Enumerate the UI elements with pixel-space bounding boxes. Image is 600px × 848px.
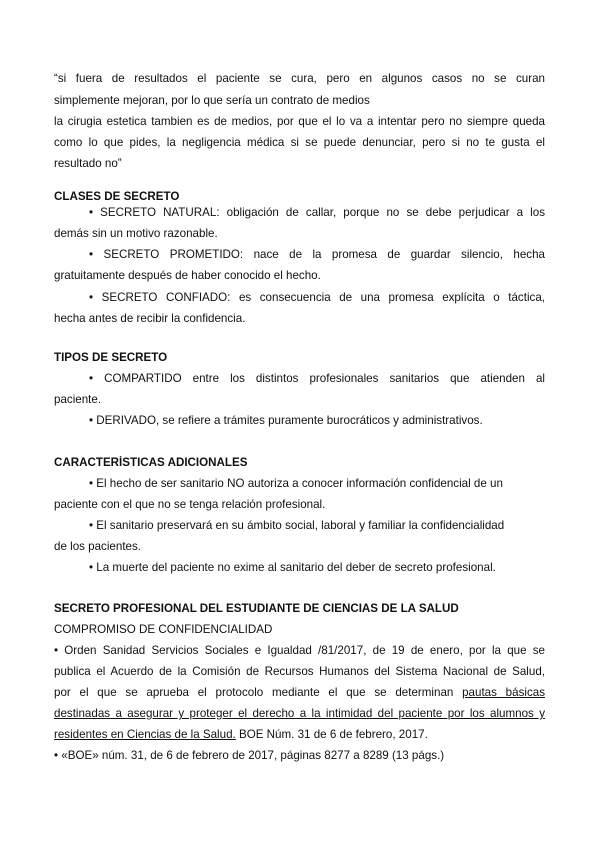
clases-item-2-line-2: gratuitamente después de haber conocido el hecho. bbox=[54, 269, 321, 282]
clases-item-3-line-1: • SECRETO CONFIADO: es consecuencia de una promesa explícita o táctica, bbox=[89, 291, 545, 304]
caracteristicas-item-2-line-2: de los pacientes. bbox=[54, 540, 142, 553]
clases-item-3-line-2: hecha antes de recibir la confidencia. bbox=[54, 312, 246, 325]
tipos-item-2: • DERIVADO, se refiere a trámites puramente burocráticos y administrativos. bbox=[89, 414, 483, 427]
estudiante-line-5 bbox=[54, 728, 545, 742]
intro-line-4: como lo que pides, la negligencia médica si se puede denunciar, pero si no te gusta el bbox=[54, 136, 545, 149]
boe-reference: BOE Núm. 31 de 6 de febrero, 2017. bbox=[235, 728, 428, 741]
caracteristicas-item-1-line-1: • El hecho de ser sanitario NO autoriza a conocer información confidencial de un bbox=[89, 477, 503, 490]
intro-line-5: resultado no” bbox=[54, 157, 122, 170]
tipos-item-1-line-1: • COMPARTIDO entre los distintos profesionales sanitarios que atienden al bbox=[89, 372, 545, 385]
section-title-tipos: TIPOS DE SECRETO bbox=[54, 351, 168, 364]
section-title-caracteristicas: CARACTERÍSTICAS ADICIONALES bbox=[54, 456, 248, 469]
tipos-item-1-line-2: paciente. bbox=[54, 393, 102, 406]
estudiante-line-4-underlined: destinadas a asegurar y proteger el derecho a la intimidad del paciente por los alumnos y bbox=[54, 707, 545, 720]
boe-citation: • «BOE» núm. 31, de 6 de febrero de 2017, páginas 8277 a 8289 (13 págs.) bbox=[54, 749, 445, 762]
clases-item-1-line-2: demás sin un motivo razonable. bbox=[54, 227, 218, 240]
intro-line-2: simplemente mejoran, por lo que sería un contrato de medios bbox=[54, 94, 370, 107]
estudiante-line-1: • Orden Sanidad Servicios Sociales e Igualdad /81/2017, de 19 de enero, por la que se bbox=[54, 644, 545, 657]
caracteristicas-item-1-line-2: paciente con el que no se tenga relación profesional. bbox=[54, 498, 326, 511]
clases-item-2-line-1: • SECRETO PROMETIDO: nace de la promesa de guardar silencio, hecha bbox=[89, 248, 545, 261]
intro-line-3: la cirugia estetica tambien es de medios, por que el lo va a intentar pero no siempre queda bbox=[54, 115, 545, 128]
clases-item-1-line-1: • SECRETO NATURAL: obligación de callar, porque no se debe perjudicar a los bbox=[89, 206, 545, 219]
underlined-pautas-basicas: pautas básicas bbox=[462, 686, 545, 699]
section-title-clases: CLASES DE SECRETO bbox=[54, 190, 180, 203]
section-subtitle-compromiso: COMPROMISO DE CONFIDENCIALIDAD bbox=[54, 623, 273, 636]
caracteristicas-item-2-line-1: • El sanitario preservará en su ámbito social, laboral y familiar la confidencialidad bbox=[89, 519, 505, 532]
intro-line-1: “si fuera de resultados el paciente se cura, pero en algunos casos no se curan bbox=[54, 72, 545, 85]
underlined-residentes: residentes en Ciencias de la Salud. bbox=[54, 728, 236, 741]
estudiante-line-3-text: por el que se aprueba el protocolo mediante el que se determinan bbox=[54, 686, 463, 699]
caracteristicas-item-3: • La muerte del paciente no exime al sanitario del deber de secreto profesional. bbox=[89, 561, 496, 574]
estudiante-line-2: publica el Acuerdo de la Comisión de Recursos Humanos del Sistema Nacional de Salud, bbox=[54, 665, 545, 678]
estudiante-line-3 bbox=[54, 686, 545, 700]
section-title-estudiante: SECRETO PROFESIONAL DEL ESTUDIANTE DE CIENCIAS DE LA SALUD bbox=[54, 602, 459, 615]
